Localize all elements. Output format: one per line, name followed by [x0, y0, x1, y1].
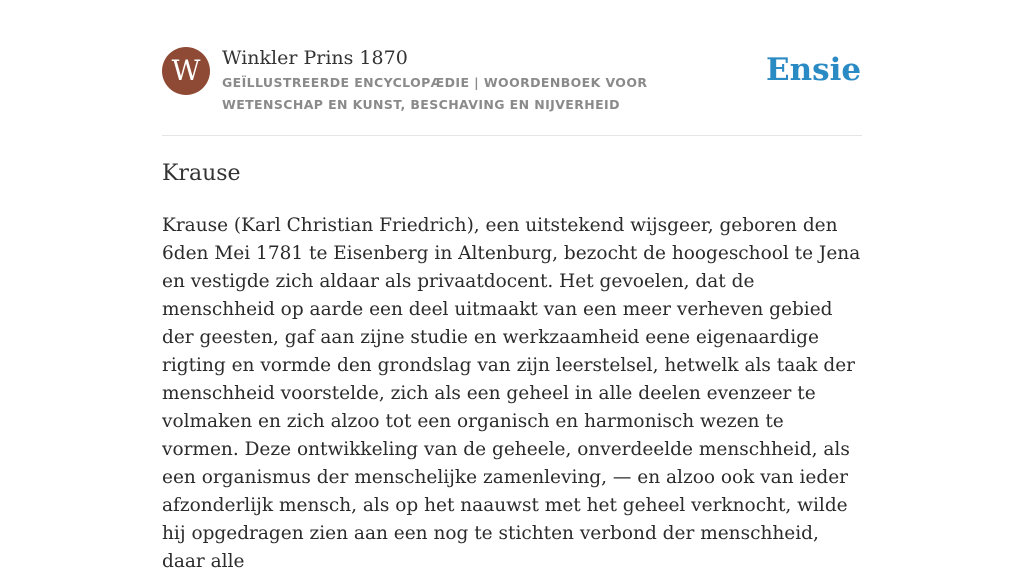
source-subtitle: GEÏLLUSTREERDE ENCYCLOPÆDIE | WOORDENBOEK VOOR WETENSCHAP EN KUNST, BESCHAVING EN NIJVERHEID — [222, 75, 648, 112]
source-title[interactable]: Winkler Prins 1870 — [222, 47, 408, 69]
header-divider — [162, 135, 862, 136]
article-body: Krause (Karl Christian Friedrich), een uitstekend wijsgeer, geboren den 6den Mei 1781 te Eisenberg in Altenburg, bezocht de hoogeschool te Jena en vestigde zich aldaar als privaatdocent. Het gevoelen, dat de menschheid op aarde een deel uitmaakt van een meer verheven gebied der geesten, gaf aan zijne studie en werkzaamheid eene eigenaardige rigting en vormde den grondslag van zijn leerstelsel, hetwelk als taak der menschheid voorstelde, zich als een geheel in alle deelen evenzeer te volmaken en zich alzoo tot een organisch en harmonisch wezen te vormen. Deze ontwikkeling van de geheele, onverdeelde menschheid, als een organismus der menschelijke zamenleving, — en alzoo ook van ieder afzonderlijk mensch, als op het naauwst met het geheel verknocht, wilde hij opgedragen zien aan een nog te stichten verbond der menschheid, daar alle — [162, 215, 861, 572]
source-avatar[interactable]: W — [162, 47, 210, 95]
article-title: Krause — [162, 161, 241, 186]
ensie-logo[interactable]: Ensie — [766, 52, 862, 88]
source-header — [162, 46, 862, 116]
